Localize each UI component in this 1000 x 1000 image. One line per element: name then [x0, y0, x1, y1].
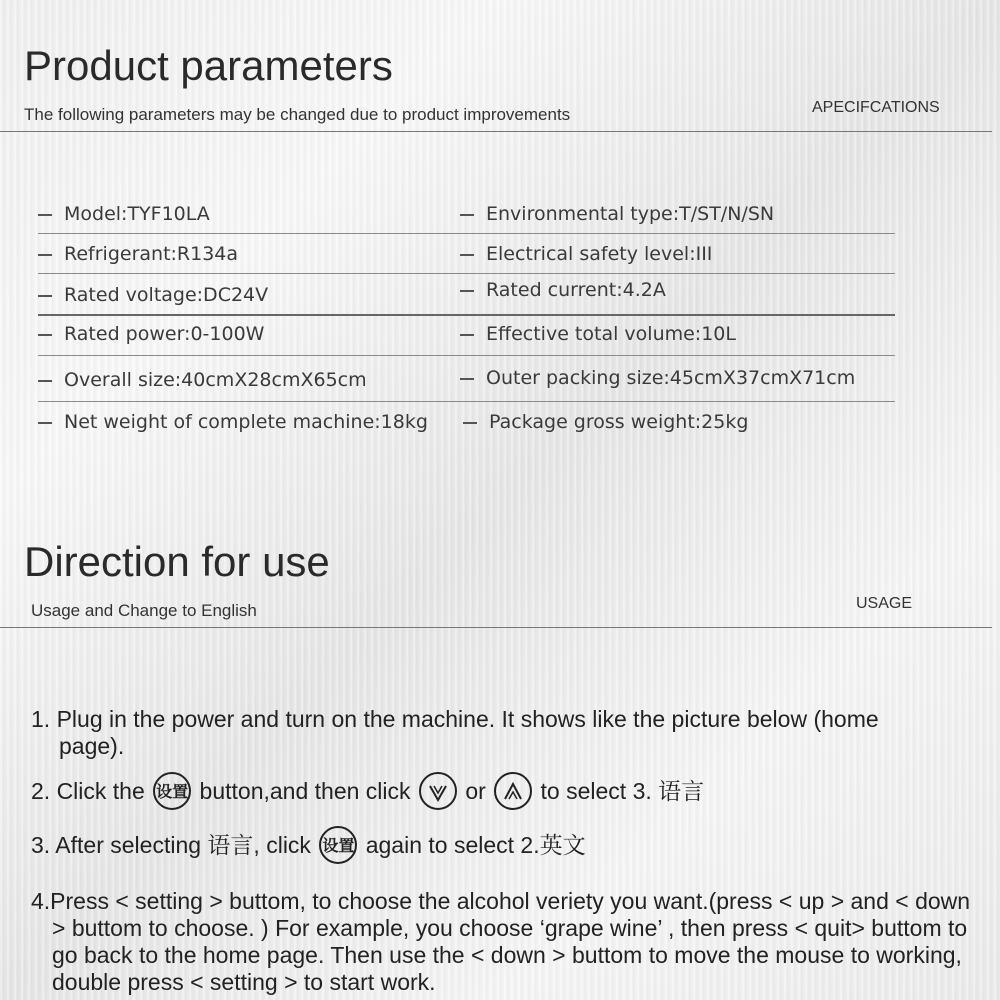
- step-1: 1. Plug in the power and turn on the machine. It shows like the picture below (home page).: [31, 706, 879, 759]
- specifications-tag: APECIFCATIONS: [812, 99, 940, 116]
- step-2: 2. Click the 设置 button,and then click or to select 3. 语言: [31, 774, 961, 812]
- direction-for-use-subtitle: Usage and Change to English: [31, 601, 257, 620]
- dash-icon: [460, 290, 474, 292]
- dash-icon: [38, 295, 52, 297]
- dash-icon: [460, 334, 474, 336]
- down-arrow-circle-icon: [419, 772, 457, 810]
- usage-tag: USAGE: [856, 595, 913, 612]
- dash-icon: [38, 214, 52, 216]
- spec-environmental-type: Environmental type:T/ST/N/SN: [460, 203, 774, 225]
- spec-effective-volume: Effective total volume:10L: [460, 323, 736, 345]
- spec-refrigerant: Refrigerant:R134a: [38, 243, 238, 265]
- spec-rated-voltage: Rated voltage:DC24V: [38, 284, 268, 306]
- dash-icon: [460, 254, 474, 256]
- product-parameters-title: Product parameters: [24, 42, 393, 89]
- spec-electrical-safety: Electrical safety level:III: [460, 243, 712, 265]
- spec-row-divider: [38, 273, 895, 274]
- up-arrow-circle-icon: [494, 772, 532, 810]
- spec-overall-size: Overall size:40cmX28cmX65cm: [38, 369, 367, 391]
- dash-icon: [460, 214, 474, 216]
- spec-row-divider: [38, 401, 895, 402]
- dash-icon: [463, 422, 477, 424]
- spec-gross-weight: Package gross weight:25kg: [463, 411, 748, 433]
- section1-divider: [0, 131, 992, 132]
- spec-row-divider: [38, 355, 895, 356]
- dash-icon: [460, 378, 474, 380]
- dash-icon: [38, 254, 52, 256]
- spec-row-divider: [38, 314, 895, 316]
- spec-model: Model:TYF10LA: [38, 203, 210, 225]
- dash-icon: [38, 380, 52, 382]
- dash-icon: [38, 334, 52, 336]
- direction-for-use-title: Direction for use: [24, 538, 330, 585]
- section2-divider: [0, 627, 992, 628]
- product-parameters-subtitle: The following parameters may be changed due to product improvements: [24, 105, 571, 124]
- setting-circle-icon: 设置: [319, 826, 357, 864]
- dash-icon: [38, 422, 52, 424]
- spec-net-weight: Net weight of complete machine:18kg: [38, 411, 428, 433]
- setting-circle-icon: 设置: [153, 772, 191, 810]
- step-4: 4.Press < setting > buttom, to choose the alcohol veriety you want.(press < up > and < down > buttom to choose. ) For example, you choose ‘grape wine’ , then press < quit> buttom to go back to the home page. Then use the < down > buttom to move the mouse to working, double press < setting > to start work.: [31, 888, 971, 995]
- spec-row-divider: [38, 233, 895, 234]
- spec-outer-packing-size: Outer packing size:45cmX37cmX71cm: [460, 367, 855, 389]
- step-3: 3. After selecting 语言, click 设置 again to select 2.英文: [31, 828, 961, 866]
- spec-rated-power: Rated power:0-100W: [38, 323, 264, 345]
- spec-rated-current: Rated current:4.2A: [460, 279, 666, 301]
